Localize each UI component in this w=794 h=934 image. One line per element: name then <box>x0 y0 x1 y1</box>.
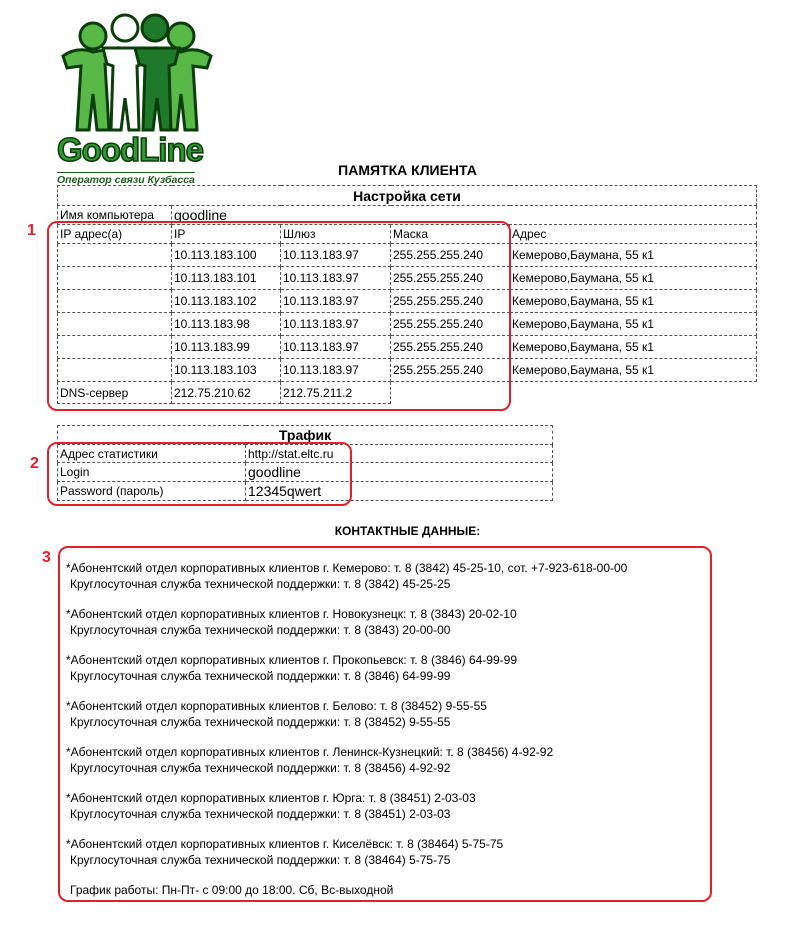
ip-cell: 10.113.183.102 <box>172 290 281 313</box>
contact-office-line: *Абонентский отдел корпоративных клиентов г. Белово: т. 8 (38452) 9-55-55 <box>66 699 487 713</box>
address-cell: Кемерово,Баумана, 55 к1 <box>510 244 757 267</box>
header-ip: IP <box>172 225 281 244</box>
mask-cell: 255.255.255.240 <box>391 336 510 359</box>
ip-cell: 10.113.183.101 <box>172 267 281 290</box>
gateway-cell: 10.113.183.97 <box>281 267 391 290</box>
header-mask: Маска <box>391 225 510 244</box>
logo-tagline: Оператор связи Кузбасса <box>57 174 195 186</box>
password-value: 12345qwert <box>246 482 553 501</box>
address-cell: Кемерово,Баумана, 55 к1 <box>510 267 757 290</box>
dns-label: DNS-сервер <box>58 382 172 404</box>
highlight-box-contacts <box>58 546 712 902</box>
ip-cell: 10.113.183.98 <box>172 313 281 336</box>
contact-support-line: Круглосуточная служба технической поддержки: т. 8 (38464) 5-75-75 <box>70 853 451 867</box>
contact-office-line: *Абонентский отдел корпоративных клиентов г. Киселёвск: т. 8 (38464) 5-75-75 <box>66 837 504 851</box>
login-value: goodline <box>246 463 553 482</box>
ip-cell: 10.113.183.99 <box>172 336 281 359</box>
contact-support-line: Круглосуточная служба технической поддержки: т. 8 (3843) 20-00-00 <box>70 623 451 637</box>
contact-office-line: *Абонентский отдел корпоративных клиентов г. Прокопьевск: т. 8 (3846) 64-99-99 <box>66 653 517 667</box>
login-label: Login <box>58 463 246 482</box>
mask-cell: 255.255.255.240 <box>391 267 510 290</box>
contact-support-line: Круглосуточная служба технической поддержки: т. 8 (3842) 45-25-25 <box>70 577 451 591</box>
contact-office-line: *Абонентский отдел корпоративных клиентов г. Кемерово: т. 8 (3842) 45-25-10, сот. +7-923-618-00-00 <box>66 561 628 575</box>
password-label: Password (пароль) <box>58 482 246 501</box>
gateway-cell: 10.113.183.97 <box>281 359 391 382</box>
header-ip-addresses: IP адрес(а) <box>58 225 172 244</box>
contact-support-line: Круглосуточная служба технической поддержки: т. 8 (38456) 4-92-92 <box>70 761 451 775</box>
contact-support-line: Круглосуточная служба технической поддержки: т. 8 (38452) 9-55-55 <box>70 715 451 729</box>
annotation-number-2: 2 <box>30 455 39 472</box>
address-cell: Кемерово,Баумана, 55 к1 <box>510 313 757 336</box>
gateway-cell: 10.113.183.97 <box>281 290 391 313</box>
address-cell: Кемерово,Баумана, 55 к1 <box>510 290 757 313</box>
contact-office-line: *Абонентский отдел корпоративных клиентов г. Ленинск-Кузнецкий: т. 8 (38456) 4-92-92 <box>66 745 554 759</box>
gateway-cell: 10.113.183.97 <box>281 336 391 359</box>
mask-cell: 255.255.255.240 <box>391 313 510 336</box>
mask-cell: 255.255.255.240 <box>391 244 510 267</box>
address-cell: Кемерово,Баумана, 55 к1 <box>510 336 757 359</box>
annotation-number-1: 1 <box>27 222 36 239</box>
stats-address-label: Адрес статистики <box>58 445 246 463</box>
logo-wordmark: GoodLine <box>57 131 203 168</box>
contact-office-line: *Абонентский отдел корпоративных клиентов г. Юрга: т. 8 (38451) 2-03-03 <box>66 791 476 805</box>
header-gateway: Шлюз <box>281 225 391 244</box>
dns-secondary: 212.75.211.2 <box>281 382 391 404</box>
computer-name-value: goodline <box>172 206 757 225</box>
contacts-title: КОНТАКТНЫЕ ДАННЫЕ: <box>334 524 481 538</box>
gateway-cell: 10.113.183.97 <box>281 244 391 267</box>
annotation-number-3: 3 <box>42 549 51 566</box>
ip-cell: 10.113.183.100 <box>172 244 281 267</box>
gateway-cell: 10.113.183.97 <box>281 313 391 336</box>
document-title: ПАМЯТКА КЛИЕНТА <box>338 162 477 178</box>
mask-cell: 255.255.255.240 <box>391 290 510 313</box>
header-address: Адрес <box>510 225 757 244</box>
contact-support-line: Круглосуточная служба технической поддержки: т. 8 (38451) 2-03-03 <box>70 807 451 821</box>
stats-address-value: http://stat.eltc.ru <box>246 445 553 463</box>
dns-primary: 212.75.210.62 <box>172 382 281 404</box>
work-schedule: График работы: Пн-Пт- с 09:00 до 18:00. Сб, Вс-выходной <box>70 883 394 897</box>
computer-name-label: Имя компьютера <box>58 206 172 225</box>
highlight-box-ip-settings <box>47 221 511 411</box>
contact-support-line: Круглосуточная служба технической поддержки: т. 8 (3846) 64-99-99 <box>70 669 451 683</box>
mask-cell: 255.255.255.240 <box>391 359 510 382</box>
address-cell: Кемерово,Баумана, 55 к1 <box>510 359 757 382</box>
highlight-box-traffic-credentials <box>47 442 352 506</box>
traffic-section-title: Трафик <box>58 426 553 445</box>
contact-office-line: *Абонентский отдел корпоративных клиентов г. Новокузнецк: т. 8 (3843) 20-02-10 <box>66 607 517 621</box>
ip-cell: 10.113.183.103 <box>172 359 281 382</box>
network-section-title: Настройка сети <box>58 186 757 206</box>
